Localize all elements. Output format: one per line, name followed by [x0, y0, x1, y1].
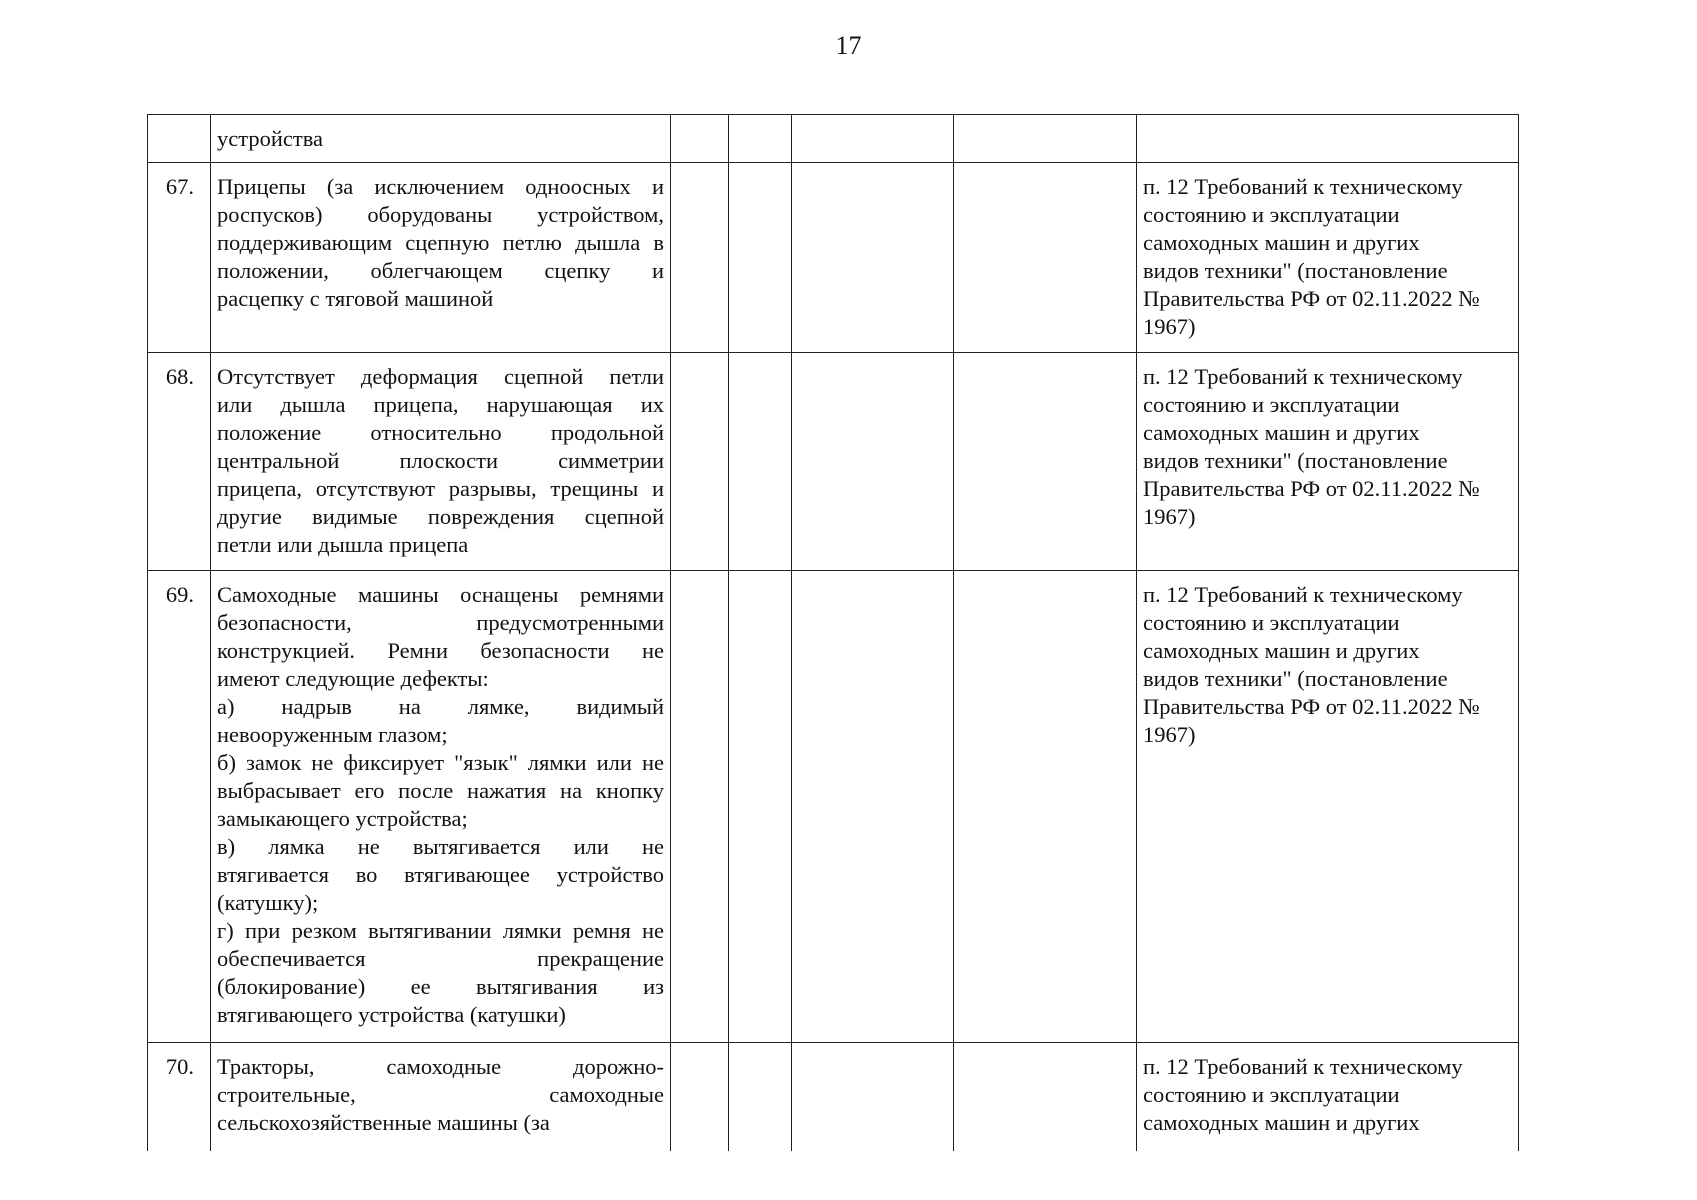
empty-cell: [954, 353, 1137, 571]
description-line: а) надрыв на лямке, видимый: [217, 694, 664, 719]
empty-cell: [729, 1043, 792, 1151]
empty-cell: [729, 163, 792, 353]
description-line: другие видимые повреждения сцепной: [217, 504, 664, 529]
reference-line: видов техники" (постановление: [1143, 258, 1448, 283]
description-line: расцепку с тяговой машиной: [217, 286, 494, 311]
legal-reference: [1137, 571, 1519, 1043]
description-line: строительные, самоходные: [217, 1082, 664, 1107]
table-row: [148, 1043, 1519, 1151]
table-row: [148, 115, 1519, 163]
description-line: втягивается во втягивающее устройство: [217, 862, 664, 887]
description-line: замыкающего устройства;: [217, 806, 468, 831]
reference-line: п. 12 Требований к техническому: [1143, 174, 1463, 199]
empty-cell: [954, 571, 1137, 1043]
reference-line: Правительства РФ от 02.11.2022 №: [1143, 694, 1480, 719]
table-row: [148, 163, 1519, 353]
empty-cell: [954, 163, 1137, 353]
reference-line: самоходных машин и других: [1143, 420, 1420, 445]
description-line: Прицепы (за исключением одноосных и: [217, 174, 664, 199]
reference-line: состоянию и эксплуатации: [1143, 202, 1400, 227]
reference-line: самоходных машин и других: [1143, 230, 1420, 255]
empty-cell: [954, 1043, 1137, 1151]
description-line: г) при резком вытягивании лямки ремня не: [217, 918, 664, 943]
empty-cell: [671, 353, 729, 571]
description-line: конструкцией. Ремни безопасности не: [217, 638, 664, 663]
description-line: выбрасывает его после нажатия на кнопку: [217, 778, 664, 803]
description-line: центральной плоскости симметрии: [217, 448, 664, 473]
row-number: 68.: [148, 353, 211, 571]
reference-line: состоянию и эксплуатации: [1143, 610, 1400, 635]
reference-line: самоходных машин и других: [1143, 638, 1420, 663]
description-line: б) замок не фиксирует "язык" лямки или не: [217, 750, 664, 775]
description-line: Самоходные машины оснащены ремнями: [217, 582, 664, 607]
empty-cell: [792, 353, 954, 571]
description-line: Тракторы, самоходные дорожно-: [217, 1054, 664, 1079]
empty-cell: [729, 353, 792, 571]
reference-line: самоходных машин и других: [1143, 1110, 1420, 1135]
empty-cell: [729, 115, 792, 163]
page-number: 17: [835, 31, 862, 60]
empty-cell: [671, 1043, 729, 1151]
description-line: прицепа, отсутствуют разрывы, трещины и: [217, 476, 664, 501]
empty-cell: [954, 115, 1137, 163]
requirement-description: [211, 353, 671, 571]
requirement-description: [211, 1043, 671, 1151]
description-line: поддерживающим сцепную петлю дышла в: [217, 230, 664, 255]
empty-cell: [792, 115, 954, 163]
description-line: петли или дышла прицепа: [217, 532, 469, 557]
table-row: [148, 353, 1519, 571]
description-line: втягивающего устройства (катушки): [217, 1002, 566, 1027]
legal-reference: [1137, 115, 1519, 163]
description-line: положение относительно продольной: [217, 420, 664, 445]
description-line: или дышла прицепа, нарушающая их: [217, 392, 664, 417]
description-line: роспусков) оборудованы устройством,: [217, 202, 664, 227]
requirement-description: [211, 571, 671, 1043]
description-line: имеют следующие дефекты:: [217, 666, 489, 691]
empty-cell: [792, 163, 954, 353]
requirement-description: [211, 163, 671, 353]
description-line: сельскохозяйственные машины (за: [217, 1110, 550, 1135]
description-line: (блокирование) ее вытягивания из: [217, 974, 664, 999]
description-line: устройства: [217, 126, 324, 151]
reference-line: 1967): [1143, 314, 1196, 339]
empty-cell: [792, 1043, 954, 1151]
description-line: обеспечивается прекращение: [217, 946, 664, 971]
legal-reference: [1137, 1043, 1519, 1151]
reference-line: п. 12 Требований к техническому: [1143, 582, 1463, 607]
empty-cell: [671, 115, 729, 163]
reference-line: п. 12 Требований к техническому: [1143, 364, 1463, 389]
table-row: [148, 571, 1519, 1043]
requirement-description: [211, 115, 671, 163]
description-line: положении, облегчающем сцепку и: [217, 258, 664, 283]
reference-line: Правительства РФ от 02.11.2022 №: [1143, 476, 1480, 501]
empty-cell: [729, 571, 792, 1043]
reference-line: 1967): [1143, 722, 1196, 747]
reference-line: состоянию и эксплуатации: [1143, 392, 1400, 417]
requirements-table: [147, 114, 1519, 1151]
empty-cell: [671, 163, 729, 353]
row-number: 69.: [148, 571, 211, 1043]
legal-reference: [1137, 163, 1519, 353]
description-line: Отсутствует деформация сцепной петли: [217, 364, 664, 389]
reference-line: Правительства РФ от 02.11.2022 №: [1143, 286, 1480, 311]
description-line: безопасности, предусмотренными: [217, 610, 664, 635]
reference-line: видов техники" (постановление: [1143, 666, 1448, 691]
row-number: 70.: [148, 1043, 211, 1151]
description-line: (катушку);: [217, 890, 319, 915]
description-line: невооруженным глазом;: [217, 722, 448, 747]
empty-cell: [671, 571, 729, 1043]
reference-line: состоянию и эксплуатации: [1143, 1082, 1400, 1107]
row-number: [148, 115, 211, 163]
legal-reference: [1137, 353, 1519, 571]
description-line: в) лямка не вытягивается или не: [217, 834, 664, 859]
row-number: 67.: [148, 163, 211, 353]
reference-line: п. 12 Требований к техническому: [1143, 1054, 1463, 1079]
empty-cell: [792, 571, 954, 1043]
reference-line: видов техники" (постановление: [1143, 448, 1448, 473]
reference-line: 1967): [1143, 504, 1196, 529]
